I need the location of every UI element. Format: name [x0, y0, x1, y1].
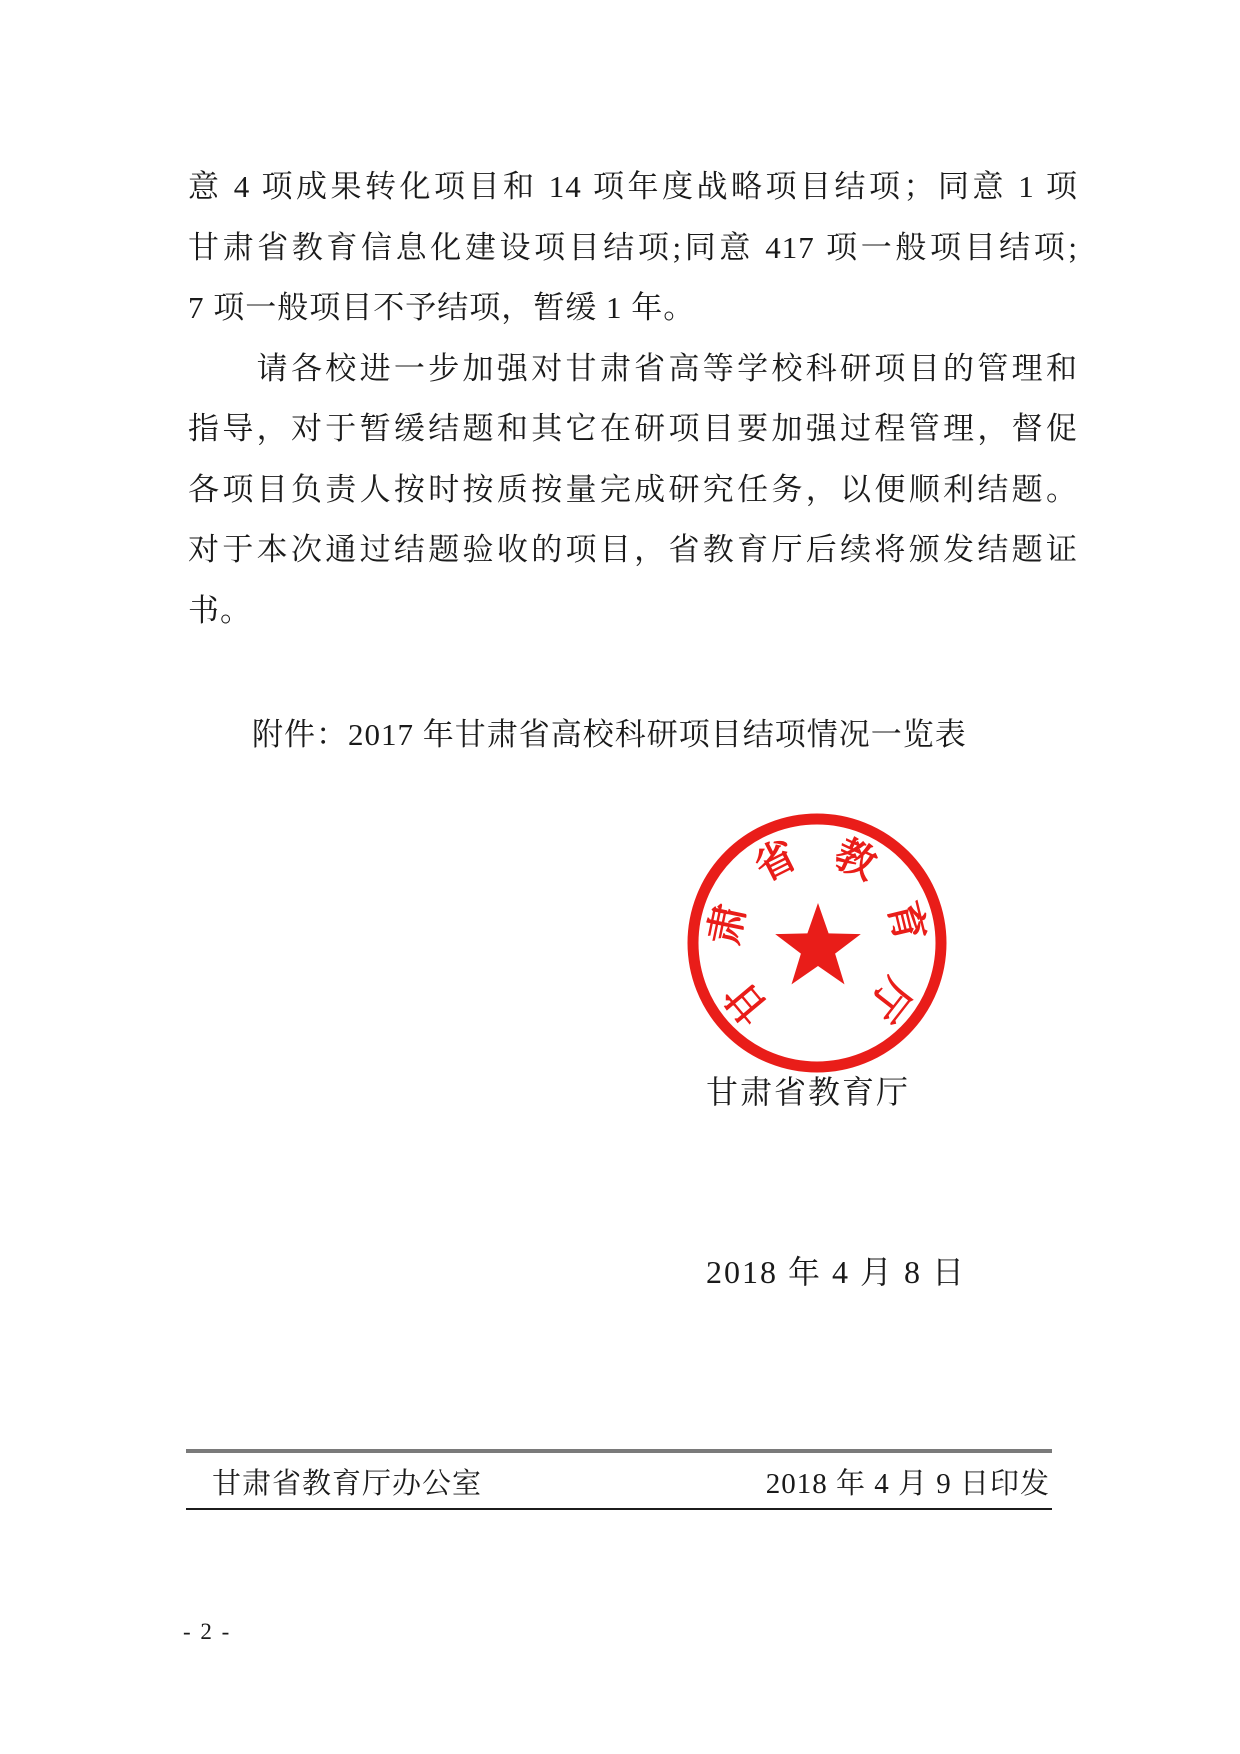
page-number: - 2 -	[183, 1619, 232, 1644]
signature-issuer: 甘肃省教育厅	[706, 1074, 911, 1110]
document-body	[188, 157, 1078, 641]
footer-office: 甘肃省教育厅办公室	[212, 1467, 483, 1500]
body-line: 指导，对于暂缓结题和其它在研项目要加强过程管理，督促	[188, 411, 1078, 446]
body-line: 7 项一般项目不予结项，暂缓 1 年。	[188, 290, 696, 325]
seal-character: 厅	[859, 970, 920, 1030]
body-line: 书。	[188, 592, 252, 628]
body-line: 对于本次通过结题验收的项目，省教育厅后续将颁发结题证	[188, 532, 1078, 567]
footer-print-date: 2018 年 4 月 9 日印发	[765, 1467, 1050, 1500]
seal-star-icon	[775, 903, 861, 984]
seal-character: 教	[828, 830, 884, 889]
footer-bottom-rule	[186, 1508, 1052, 1510]
seal-character: 甘	[716, 972, 777, 1032]
body-line: 各项目负责人按时按质按量完成研究任务，以便顺利结题。	[188, 471, 1078, 507]
seal-character: 肃	[700, 900, 754, 949]
signature-date: 2018 年 4 月 8 日	[706, 1254, 967, 1290]
official-seal	[680, 806, 954, 1080]
seal-character: 省	[747, 831, 804, 891]
footer	[186, 1458, 1052, 1504]
body-line: 意 4 项成果转化项目和 14 项年度战略项目结项；同意 1 项	[188, 169, 1078, 204]
attachment-line: 附件：2017 年甘肃省高校科研项目结项情况一览表	[188, 717, 967, 752]
seal-character: 育	[879, 896, 933, 947]
body-line: 请各校进一步加强对甘肃省高等学校科研项目的管理和	[188, 350, 1078, 386]
body-line: 甘肃省教育信息化建设项目结项;同意 417 项一般项目结项;	[188, 229, 1078, 265]
footer-top-rule	[186, 1449, 1052, 1453]
